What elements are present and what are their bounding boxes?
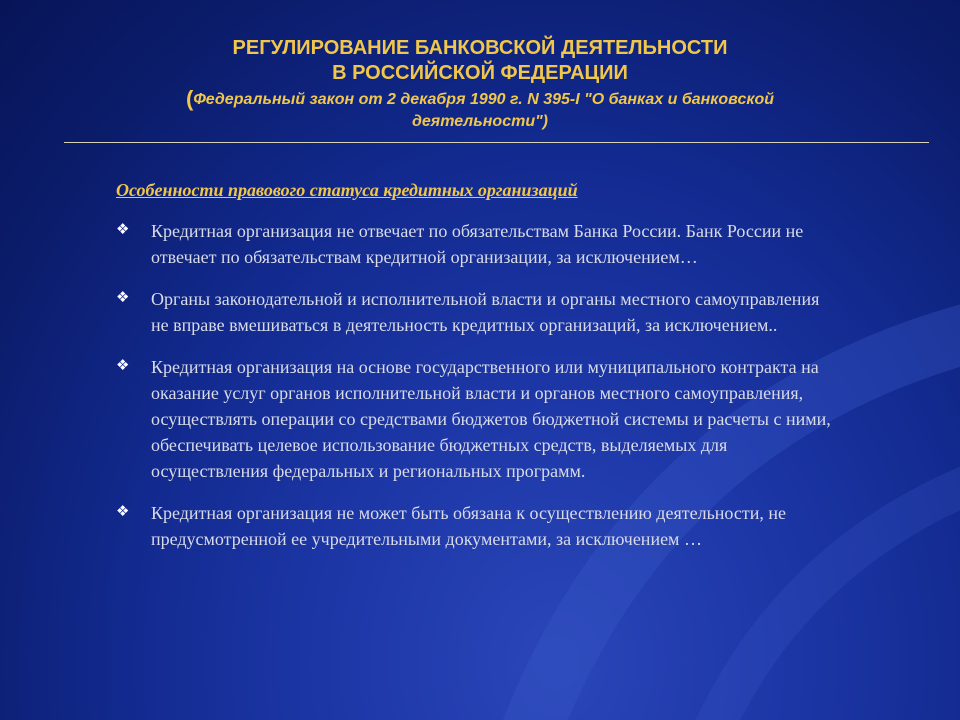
bullet-item bbox=[116, 500, 836, 552]
diamond-bullet-icon: ❖ bbox=[116, 502, 130, 520]
bullet-list bbox=[116, 218, 836, 568]
diamond-bullet-icon: ❖ bbox=[116, 220, 130, 238]
section-heading: Особенности правового статуса кредитных организаций bbox=[116, 180, 578, 200]
title-line-1: РЕГУЛИРОВАНИЕ БАНКОВСКОЙ ДЕЯТЕЛЬНОСТИ bbox=[232, 37, 728, 59]
diamond-bullet-icon: ❖ bbox=[116, 288, 130, 306]
subtitle-paren: ( bbox=[185, 86, 194, 111]
law-reference-text: Федеральный закон от 2 декабря 1990 г. N 395-I "О банках и банковской деятельности") bbox=[193, 91, 774, 130]
bullet-text: Кредитная организация на основе государственного или муниципального контракта на оказание услуг органов исполнительной власти и органов местного самоуправления, осуществлять операции со средствами бюджетов бюджетной системы и расчеты с ними, обеспечивать целевое использование бюджетных средств, выделяемых для осуществления федеральных и региональных программ. bbox=[151, 357, 831, 481]
bullet-item bbox=[116, 354, 836, 484]
bullet-item bbox=[116, 286, 836, 338]
bullet-text: Органы законодательной и исполнительной власти и органы местного самоуправления не вправе вмешиваться в деятельность кредитных организаций, за исключением.. bbox=[151, 289, 820, 335]
bullet-item bbox=[116, 218, 836, 270]
title-divider bbox=[64, 142, 929, 143]
slide-title bbox=[0, 36, 960, 133]
title-line-2: В РОССИЙСКОЙ ФЕДЕРАЦИИ bbox=[332, 62, 628, 84]
bullet-text: Кредитная организация не отвечает по обязательствам Банка России. Банк России не отвечает по обязательствам кредитной организации, за исключением… bbox=[151, 221, 804, 267]
bullet-text: Кредитная организация не может быть обязана к осуществлению деятельности, не предусмотренной ее учредительными документами, за исключением … bbox=[151, 503, 786, 549]
law-reference bbox=[120, 88, 840, 133]
diamond-bullet-icon: ❖ bbox=[116, 356, 130, 374]
